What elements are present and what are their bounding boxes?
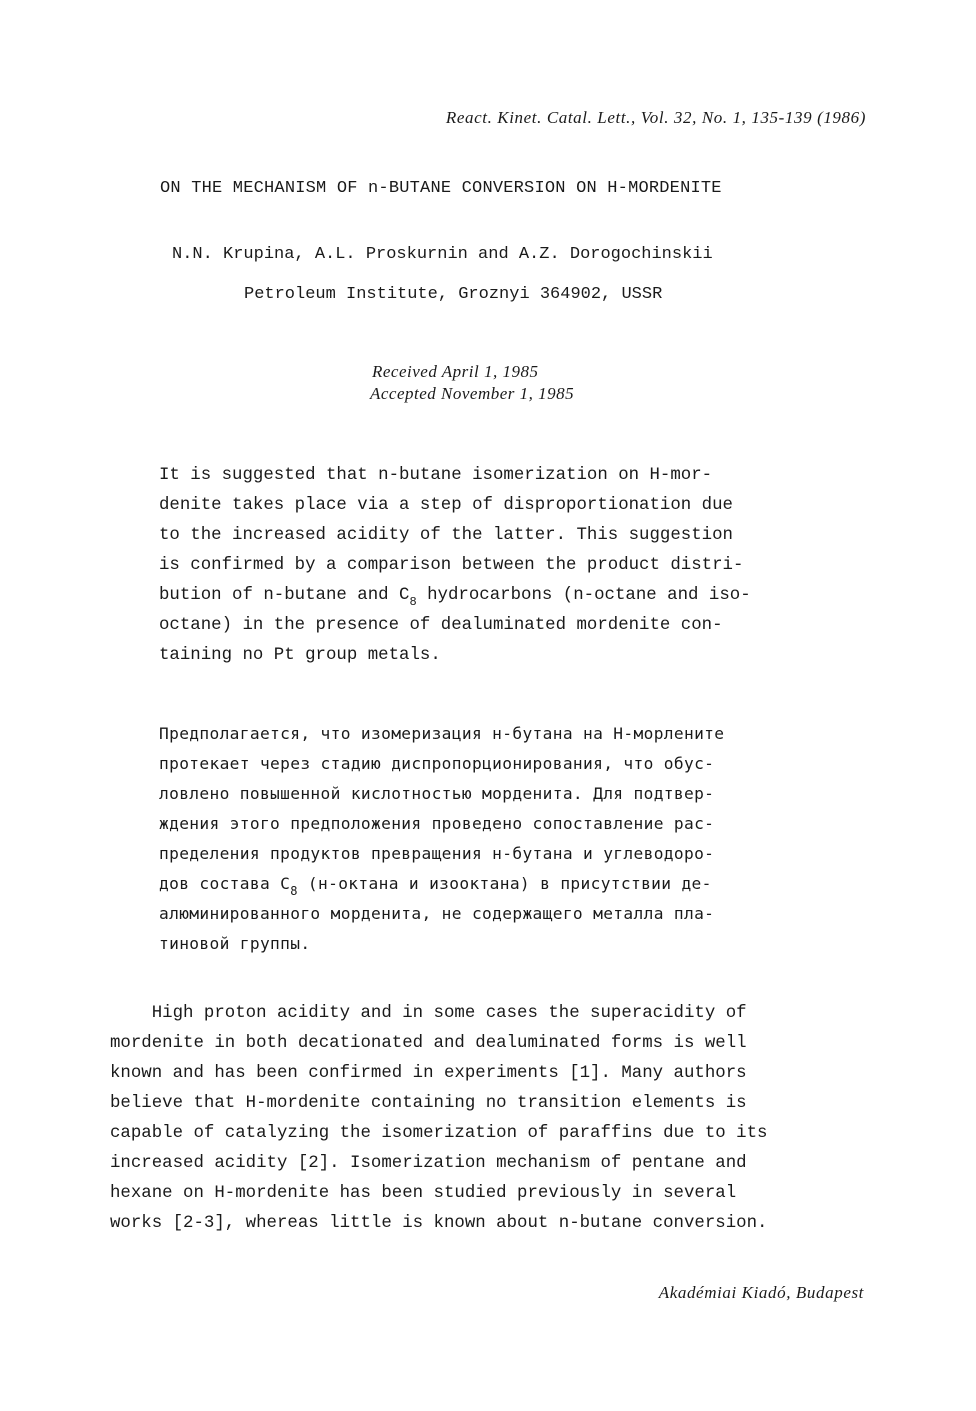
abstract-line: тиновой группы.: [159, 934, 311, 953]
abstract-line: ждения этого предположения проведено сопоставление рас-: [159, 814, 715, 833]
journal-citation: React. Kinet. Catal. Lett., Vol. 32, No. 1, 135-139 (1986): [445, 108, 866, 127]
received-date: Received April 1, 1985: [372, 362, 539, 381]
body-line: known and has been confirmed in experiments [1]. Many authors: [110, 1064, 747, 1083]
abstract-text: bution of n-butane and C: [159, 586, 410, 605]
body-line: believe that H-mordenite containing no transition elements is: [110, 1094, 747, 1113]
subscript: 8: [290, 884, 298, 898]
abstract-line: denite takes place via a step of disproportionation due: [159, 496, 733, 515]
abstract-line: taining no Pt group metals.: [159, 646, 441, 665]
abstract-line: octane) in the presence of dealuminated mordenite con-: [159, 616, 723, 635]
abstract-line: It is suggested that n-butane isomerization on H-mor-: [159, 466, 713, 485]
abstract-line: алюминированного морденита, не содержащего металла пла-: [159, 904, 715, 923]
publication-dates: [370, 361, 574, 405]
body-line: increased acidity [2]. Isomerization mechanism of pentane and: [110, 1154, 747, 1173]
abstract-line: is confirmed by a comparison between the product distri-: [159, 556, 744, 575]
body-line: hexane on H-mordenite has been studied previously in several: [110, 1184, 737, 1203]
abstract-english: [159, 461, 839, 671]
body-line: capable of catalyzing the isomerization of paraffins due to its: [110, 1124, 768, 1143]
abstract-line: [159, 869, 839, 899]
abstract-line: ловлено повышенной кислотностью морденита. Для подтвер-: [159, 784, 715, 803]
publisher-imprint: Akadémiai Kiadó, Budapest: [658, 1283, 864, 1302]
abstract-line: пределения продуктов превращения н-бутана и углеводоро-: [159, 844, 715, 863]
abstract-text: (н-октана и изооктана) в присутствии де-: [297, 874, 712, 893]
abstract-line: to the increased acidity of the latter. This suggestion: [159, 526, 733, 545]
body-line: High proton acidity and in some cases the superacidity of: [110, 1004, 747, 1023]
abstract-line: протекает через стадию диспропорционирования, что обус-: [159, 754, 715, 773]
article-authors: N.N. Krupina, A.L. Proskurnin and A.Z. Dorogochinskii: [172, 245, 713, 264]
body-line: works [2-3], whereas little is known about n-butane conversion.: [110, 1214, 768, 1233]
body-paragraph: [110, 999, 870, 1239]
abstract-text: дов состава С: [159, 874, 291, 893]
accepted-date: Accepted November 1, 1985: [370, 384, 575, 403]
abstract-line: Предполагается, что изомеризация н-бутана на Н-морлените: [159, 724, 725, 743]
article-title: ON THE MECHANISM OF n-BUTANE CONVERSION ON H-MORDENITE: [160, 179, 722, 198]
abstract-line: [159, 581, 839, 611]
abstract-text: hydrocarbons (n-octane and iso-: [416, 586, 751, 605]
subscript: 8: [409, 595, 417, 609]
author-affiliation: Petroleum Institute, Groznyi 364902, USSR: [244, 285, 663, 304]
body-line: mordenite in both decationated and dealuminated forms is well: [110, 1034, 747, 1053]
abstract-russian: [159, 719, 839, 959]
